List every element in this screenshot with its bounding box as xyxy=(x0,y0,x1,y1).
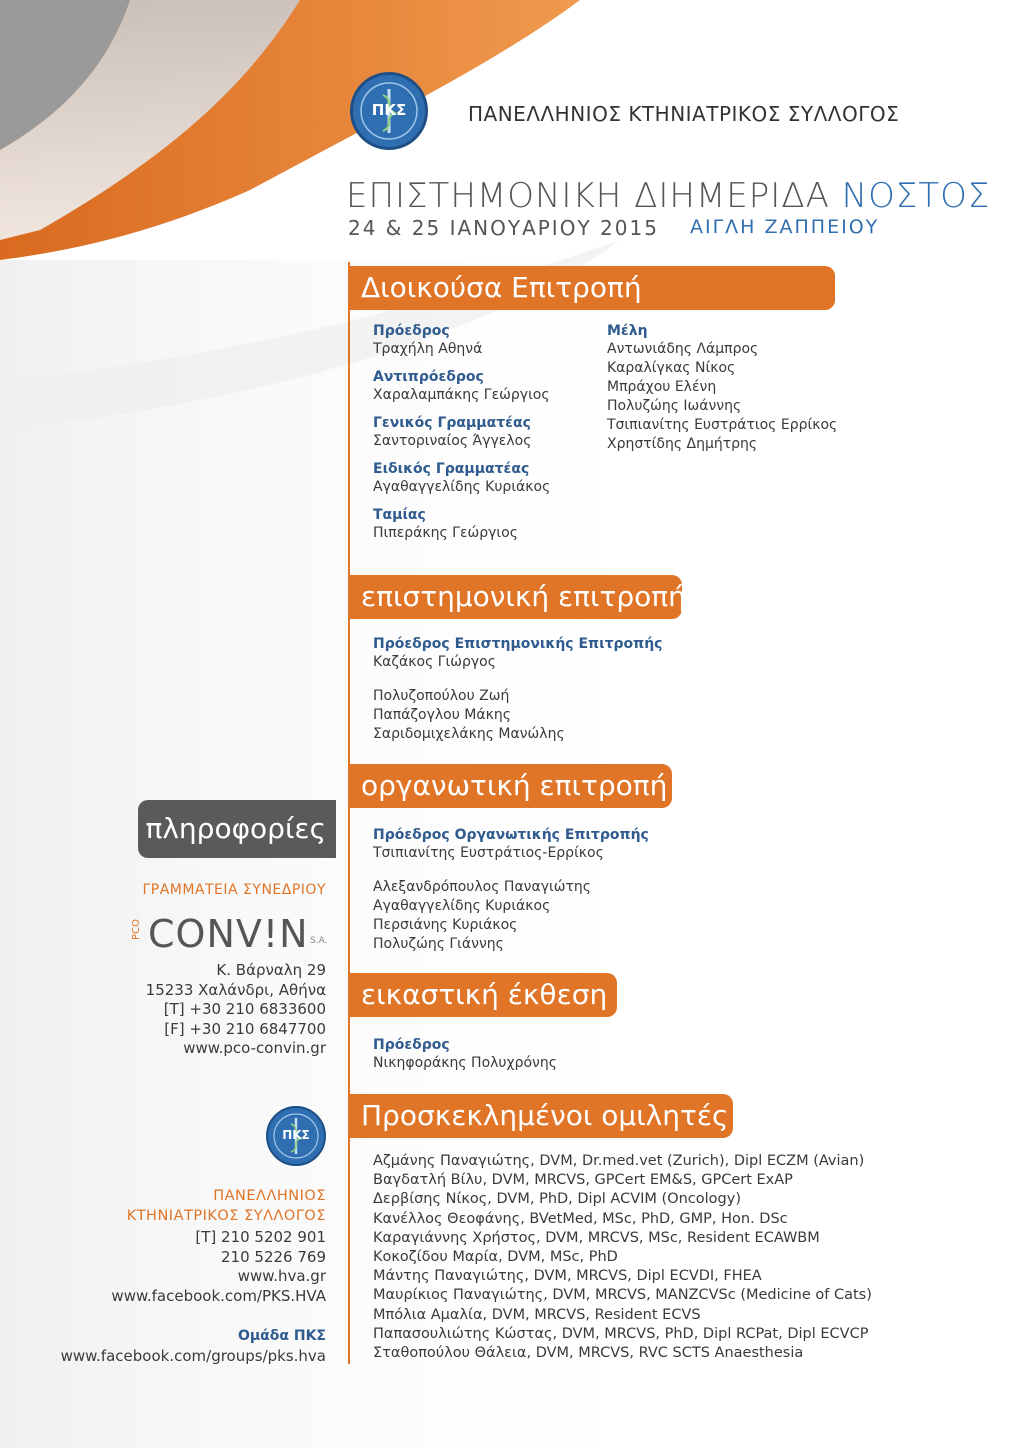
member-name: Περσιάνης Κυριάκος xyxy=(373,917,518,933)
hva-label-1: ΠΑΝΕΛΛΗΝΙΟΣ xyxy=(213,1188,326,1204)
speaker-item: Καραγιάννης Χρήστος, DVM, MRCVS, MSc, Resident ECAWBM xyxy=(373,1229,820,1246)
hva-website-link[interactable]: www.hva.gr xyxy=(237,1267,326,1285)
event-date: 24 & 25 ΙΑΝΟΥΑΡΙΟΥ 2015 xyxy=(348,216,659,240)
group-label: Ομάδα ΠΚΣ xyxy=(237,1328,326,1344)
group-block xyxy=(61,1326,326,1366)
member-name: Σαριδομιχελάκης Μανώλης xyxy=(373,726,565,742)
convin-sa: S.A. xyxy=(310,936,328,946)
speaker-item: Παπασουλιώτης Κώστας, DVM, MRCVS, PhD, Dipl RCPat, Dipl ECVCP xyxy=(373,1325,869,1342)
event-title-accent: ΝΟΣΤΟΣ xyxy=(841,176,991,216)
hva-block xyxy=(127,1186,326,1226)
logo-text: ΠΚΣ xyxy=(282,1128,310,1142)
role-item: Ειδικός Γραμματέας Αγαθαγγελίδης Κυριάκος xyxy=(373,461,551,495)
scientific-block xyxy=(373,635,662,744)
scientific-heading: επιστημονική επιτροπή xyxy=(349,575,682,619)
role-item: Αντιπρόεδρος Χαραλαμπάκης Γεώργιος xyxy=(373,369,550,403)
scientific-chair-role: Πρόεδρος Επιστημονικής Επιτροπής xyxy=(373,636,663,652)
member-name: Αγαθαγγελίδης Κυριάκος xyxy=(373,898,551,914)
event-venue: ΑΙΓΛΗ ΖΑΠΠΕΙΟΥ xyxy=(690,216,880,238)
exhibition-heading: εικαστική έκθεση xyxy=(349,973,617,1017)
orange-divider-line xyxy=(348,262,350,1364)
speaker-item: Μάντης Παναγιώτης, DVM, MRCVS, Dipl ECVDI, FHEA xyxy=(373,1268,762,1285)
member-name: Μπράχου Ελένη xyxy=(607,379,717,395)
role-item: Ταμίας Πιπεράκης Γεώργιος xyxy=(373,507,518,541)
speakers-heading: Προσκεκλημένοι ομιλητές xyxy=(349,1094,733,1138)
pco-website-link[interactable]: www.pco-convin.gr xyxy=(183,1039,326,1057)
organizing-chair-role: Πρόεδρος Οργανωτικής Επιτροπής xyxy=(373,827,649,843)
exhibition-block xyxy=(373,1036,557,1073)
member-name: Τσιπιανίτης Ευστράτιος Ερρίκος xyxy=(607,417,838,433)
convin-brand: CONV!N xyxy=(148,912,309,956)
pco-fax: [F] +30 210 6847700 xyxy=(164,1019,326,1038)
hva-facebook-link[interactable]: www.facebook.com/PKS.HVA xyxy=(111,1286,326,1305)
scientific-chair-name: Καζάκος Γιώργος xyxy=(373,654,496,670)
speaker-item: Κανέλλος Θεοφάνης, BVetMed, MSc, PhD, GMP, Hon. DSc xyxy=(373,1210,788,1227)
convin-logo xyxy=(130,912,330,956)
pco-address: Κ. Βάρναλη 29 xyxy=(216,961,326,979)
pco-phone: [T] +30 210 6833600 xyxy=(163,1000,326,1018)
member-name: Πολυζοπούλου Ζωή xyxy=(373,688,510,704)
speaker-item: Σταθοπούλου Θάλεια, DVM, MRCVS, RVC SCTS Anaesthesia xyxy=(373,1345,804,1362)
group-facebook-link[interactable]: www.facebook.com/groups/pks.hva xyxy=(60,1347,326,1365)
organizing-block xyxy=(373,826,649,954)
member-name: Παπάζογλου Μάκης xyxy=(373,707,511,723)
event-title-main: ΕΠΙΣΤΗΜΟΝΙΚΗ ΔΙΗΜΕΡΙΔΑ xyxy=(346,176,830,216)
member-name: Αντωνιάδης Λάμπρος xyxy=(607,341,759,357)
org-name: ΠΑΝΕΛΛΗΝΙΟΣ ΚΤΗΝΙΑΤΡΙΚΟΣ ΣΥΛΛΟΓΟΣ xyxy=(468,102,900,126)
member-name: Αλεξανδρόπουλος Παναγιώτης xyxy=(373,879,591,895)
pco-small: PCO xyxy=(130,919,142,940)
speaker-item: Δερβίσης Νίκος, DVM, PhD, Dipl ACVIM (Oncology) xyxy=(373,1191,741,1208)
board-members xyxy=(607,322,837,454)
exhibition-chair-role: Πρόεδρος xyxy=(373,1037,450,1053)
exhibition-chair-name: Νικηφοράκης Πολυχρόνης xyxy=(373,1055,557,1071)
members-label: Μέλη xyxy=(607,323,648,339)
board-heading: Διοικούσα Επιτροπή xyxy=(349,266,835,310)
member-name: Πολυζώης Γιάννης xyxy=(373,936,504,952)
speaker-item: Αζμάνης Παναγιώτης, DVM, Dr.med.vet (Zurich), Dipl ECZM (Avian) xyxy=(373,1153,865,1169)
hva-contact xyxy=(111,1228,326,1306)
hva-phone-2: 210 5226 769 xyxy=(221,1247,326,1266)
pco-city: 15233 Χαλάνδρι, Αθήνα xyxy=(145,980,326,999)
speaker-item: Κοκοζίδου Μαρία, DVM, MSc, PhD xyxy=(373,1249,618,1266)
secretariat-label: ΓΡΑΜΜΑΤΕΙΑ ΣΥΝΕΔΡΙΟΥ xyxy=(142,882,326,898)
info-tab: πληροφορίες xyxy=(138,800,336,858)
hva-phone-1: [T] 210 5202 901 xyxy=(195,1228,326,1246)
member-name: Πολυζώης Ιωάννης xyxy=(607,398,742,414)
speaker-item: Μαυρίκιος Παναγιώτης, DVM, MRCVS, MANZCVSc (Medicine of Cats) xyxy=(373,1287,872,1304)
organizing-chair-name: Τσιπιανίτης Ευστράτιος-Ερρίκος xyxy=(373,845,604,861)
hva-label-2: ΚΤΗΝΙΑΤΡΙΚΟΣ ΣΥΛΛΟΓΟΣ xyxy=(126,1208,326,1224)
organizing-heading: οργανωτική επιτροπή xyxy=(349,764,672,808)
pco-contact xyxy=(146,961,326,1059)
member-name: Καραλίγκας Νίκος xyxy=(607,360,736,376)
board-roles xyxy=(373,322,550,543)
member-name: Χρηστίδης Δημήτρης xyxy=(607,436,758,452)
speakers-list xyxy=(373,1152,872,1363)
event-title xyxy=(346,176,990,216)
pks-logo-small xyxy=(266,1106,326,1166)
speaker-item: Μπόλια Αμαλία, DVM, MRCVS, Resident ECVS xyxy=(373,1306,701,1323)
role-item: Πρόεδρος Τραχήλη Αθηνά xyxy=(373,323,483,357)
logo-text: ΠΚΣ xyxy=(371,101,407,119)
speaker-item: Βαγδατλή Βίλυ, DVM, MRCVS, GPCert EM&S, GPCert ExAP xyxy=(373,1172,793,1189)
pks-logo xyxy=(350,72,428,150)
role-item: Γενικός Γραμματέας Σαντοριναίος Άγγελος xyxy=(373,415,532,449)
